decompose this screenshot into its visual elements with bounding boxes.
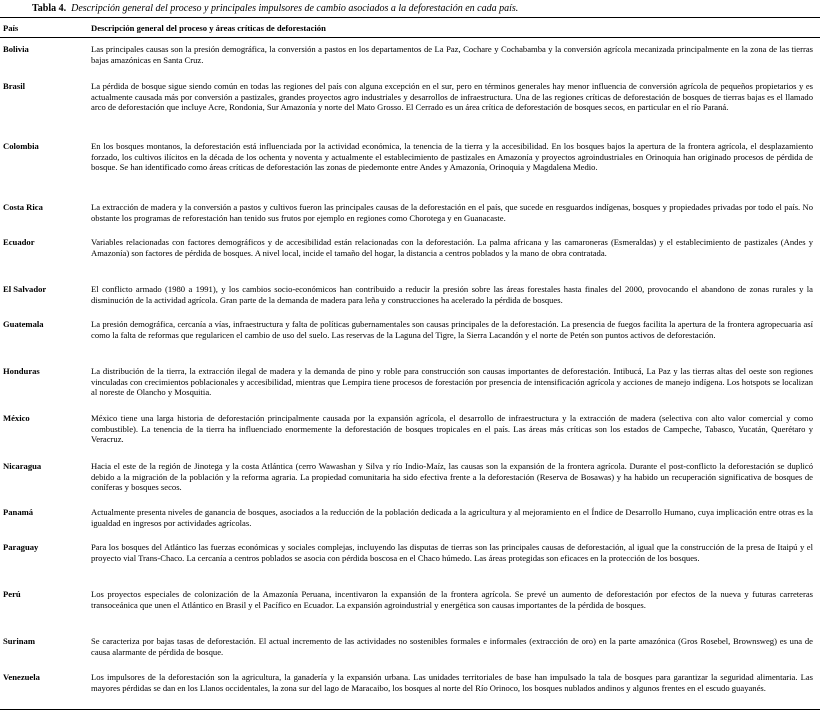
row-country: Perú bbox=[3, 589, 21, 599]
table-top-rule bbox=[0, 17, 820, 18]
caption-text: Descripción general del proceso y principales impulsores de cambio asociados a la deforestación en cada país. bbox=[71, 3, 519, 14]
row-country: Panamá bbox=[3, 507, 34, 517]
header-country: País bbox=[3, 23, 19, 33]
row-country: El Salvador bbox=[3, 284, 47, 294]
row-country: Venezuela bbox=[3, 672, 40, 682]
row-country: Guatemala bbox=[3, 319, 44, 329]
row-description: Para los bosques del Atlántico las fuerzas económicas y sociales complejas, incluyendo las disputas de tierras son las principales causas de deforestación, al igual que la construcción de la presa de Itaipú y el proyecto vial Trans-Chaco. La cercanía a centros poblados se asocia con pérdida boscosa en el Chaco húmedo. Las áreas protegidas son eficaces en la protección de los bosques. bbox=[91, 542, 813, 563]
row-country: Paraguay bbox=[3, 542, 39, 552]
row-description: México tiene una larga historia de deforestación principalmente causada por la expansión agrícola, el desarrollo de infraestructura y la extracción de madera (selectiva con alto valor comercial y como combustible). La tenencia de la tierra ha influenciado enormemente la deforestación de bosques tropicales en el país. Las áreas más críticas son los estados de Campeche, Tabasco, Yucatán, Querétaro y Veracruz. bbox=[91, 413, 813, 445]
row-country: Bolivia bbox=[3, 44, 29, 54]
row-description: En los bosques montanos, la deforestación está influenciada por la actividad económica, la tenencia de la tierra y la accesibilidad. En los bosques bajos la apertura de la frontera agrícola, el desplazamiento forzado, los cultivos ilícitos en la década de los ochenta y noventa y actualmente el establecimiento de pastizales en Amazonía y proyectos agroindustriales en Orinoquia han originado procesos de pérdida de bosque. Se han identificado como áreas críticas de deforestación las zonas de piedemonte entre Andes y Amazonía, Orinoquia y Magdalena Medio. bbox=[91, 141, 813, 173]
row-country: Honduras bbox=[3, 366, 40, 376]
row-description: La presión demográfica, cercanía a vías, infraestructura y falta de políticas gubernamentales son causas principales de la deforestación. La presencia de fuegos facilita la apertura de la frontera agropecuaria así como la falta de reformas que regularicen el cambio de uso del suelo. Las reservas de la Laguna del Tigre, la Sierra Lacandón y el norte de Petén son puntos activos de deforestación. bbox=[91, 319, 813, 340]
row-description: Actualmente presenta niveles de ganancia de bosques, asociados a la reducción de la población dedicada a la agricultura y al mejoramiento en el Índice de Desarrollo Humano, cuya implicación entre otras es la igualdad en ingresos por actividades agrícolas. bbox=[91, 507, 813, 528]
row-country: Brasil bbox=[3, 81, 25, 91]
row-country: Colombia bbox=[3, 141, 39, 151]
row-description: La pérdida de bosque sigue siendo común en todas las regiones del país con alguna excepción en el sur, pero en términos generales hay menor influencia de conversión agrícola de pequeños propietarios y es actualmente causada más por conversión a pastizales, grandes proyectos agro industriales y desarrollos de infraestructura. Una de las regiones críticas de deforestación de bosques de tierras bajas es el llamado arco de deforestación que incluye Acre, Rondonia, Sur Amazonía y norte del Mato Grosso. El Cerrado es un área crítica de deforestación de bosques secos, en particular en el río Paraná. bbox=[91, 81, 813, 113]
row-description: La extracción de madera y la conversión a pastos y cultivos fueron las principales causas de la deforestación en el país, que sucede en resguardos indígenas, bosques y propiedades privadas por todo el país. No obstante los programas de reforestación han tenido sus frutos por ejemplo en regiones como Chorotega y en Guanacaste. bbox=[91, 202, 813, 223]
row-country: Surinam bbox=[3, 636, 35, 646]
row-description: Se caracteriza por bajas tasas de deforestación. El actual incremento de las actividades no sostenibles formales e informales (extracción de oro) en la parte amazónica (Gros Rosebel, Brownsweg) es una de causa alarmante de pérdida de bosque. bbox=[91, 636, 813, 657]
row-description: Los proyectos especiales de colonización de la Amazonía Peruana, incentivaron la expansión de la frontera agrícola. Se prevé un aumento de deforestación por efectos de la nueva y futuras carreteras transoceánica que unen el Atlántico en Brasil y el Pacífico en Ecuador. La expansión agroindustrial y energética son causas importantes de la pérdida de bosques. bbox=[91, 589, 813, 610]
table-caption bbox=[32, 3, 518, 15]
header-description: Descripción general del proceso y áreas críticas de deforestación bbox=[91, 23, 326, 33]
row-country: Costa Rica bbox=[3, 202, 43, 212]
table-bottom-rule bbox=[0, 709, 820, 710]
row-description: Hacia el este de la región de Jinotega y la costa Atlántica (cerro Wawashan y Silva y río Indio-Maíz, las causas son la expansión de la frontera agrícola. Durante el post-conflicto la deforestación se duplicó debido a la migración de la población y la reforma agraria. La propiedad comunitaria ha sido efectiva frente a la deforestación (Reserva de Bosawas) y ha habido un recuperación significativa de bosques de coníferas y bosques secos. bbox=[91, 461, 813, 493]
row-country: México bbox=[3, 413, 30, 423]
row-description: La distribución de la tierra, la extracción ilegal de madera y la demanda de pino y roble para construcción son causas importantes de deforestación. Intibucá, La Paz y las tierras altas del oeste son regiones vinculadas con crecimientos poblacionales y accesibilidad, mientras que Lempira tiene procesos de forestación por presencia de intensificación agrícola y acciones de manejo indígena. Los hotspots se localizan al noreste de Olancho y Mosquitia. bbox=[91, 366, 813, 398]
row-description: Las principales causas son la presión demográfica, la conversión a pastos en los departamentos de La Paz, Cochare y Cochabamba y la conversión agrícola mecanizada principalmente en la zona de las tierras bajas amazónicas en Santa Cruz. bbox=[91, 44, 813, 65]
row-description: Los impulsores de la deforestación son la agricultura, la ganadería y la expansión urbana. Las unidades territoriales de base han impulsado la tala de bosques para garantizar la seguridad alimentaria. Las mayores pérdidas se dan en los Llanos occidentales, la zona sur del lago de Maracaibo, los bosques al norte del Río Orinoco, los bosques nublados andinos y algunos frentes en el escudo guayanés. bbox=[91, 672, 813, 693]
row-description: El conflicto armado (1980 a 1991), y los cambios socio-económicos han contribuido a reducir la presión sobre las áreas forestales hasta finales del 2000, provocando el abandono de zonas rurales y la disminución de la actividad agrícola. Gran parte de la demanda de madera para leña y construcciones ha acelerado la pérdida de bosques. bbox=[91, 284, 813, 305]
table-header-rule bbox=[0, 37, 820, 38]
caption-label: Tabla 4. bbox=[32, 3, 67, 14]
row-country: Nicaragua bbox=[3, 461, 42, 471]
row-country: Ecuador bbox=[3, 237, 35, 247]
row-description: Variables relacionadas con factores demográficos y de accesibilidad están relacionadas con la deforestación. La palma africana y las camaroneras (Esmeraldas) y el establecimiento de pastizales (Andes y Amazonía) son factores de pérdida de bosques. A nivel local, incide el tamaño del hogar, la distancia a centros poblados y la mano de obra contratada. bbox=[91, 237, 813, 258]
